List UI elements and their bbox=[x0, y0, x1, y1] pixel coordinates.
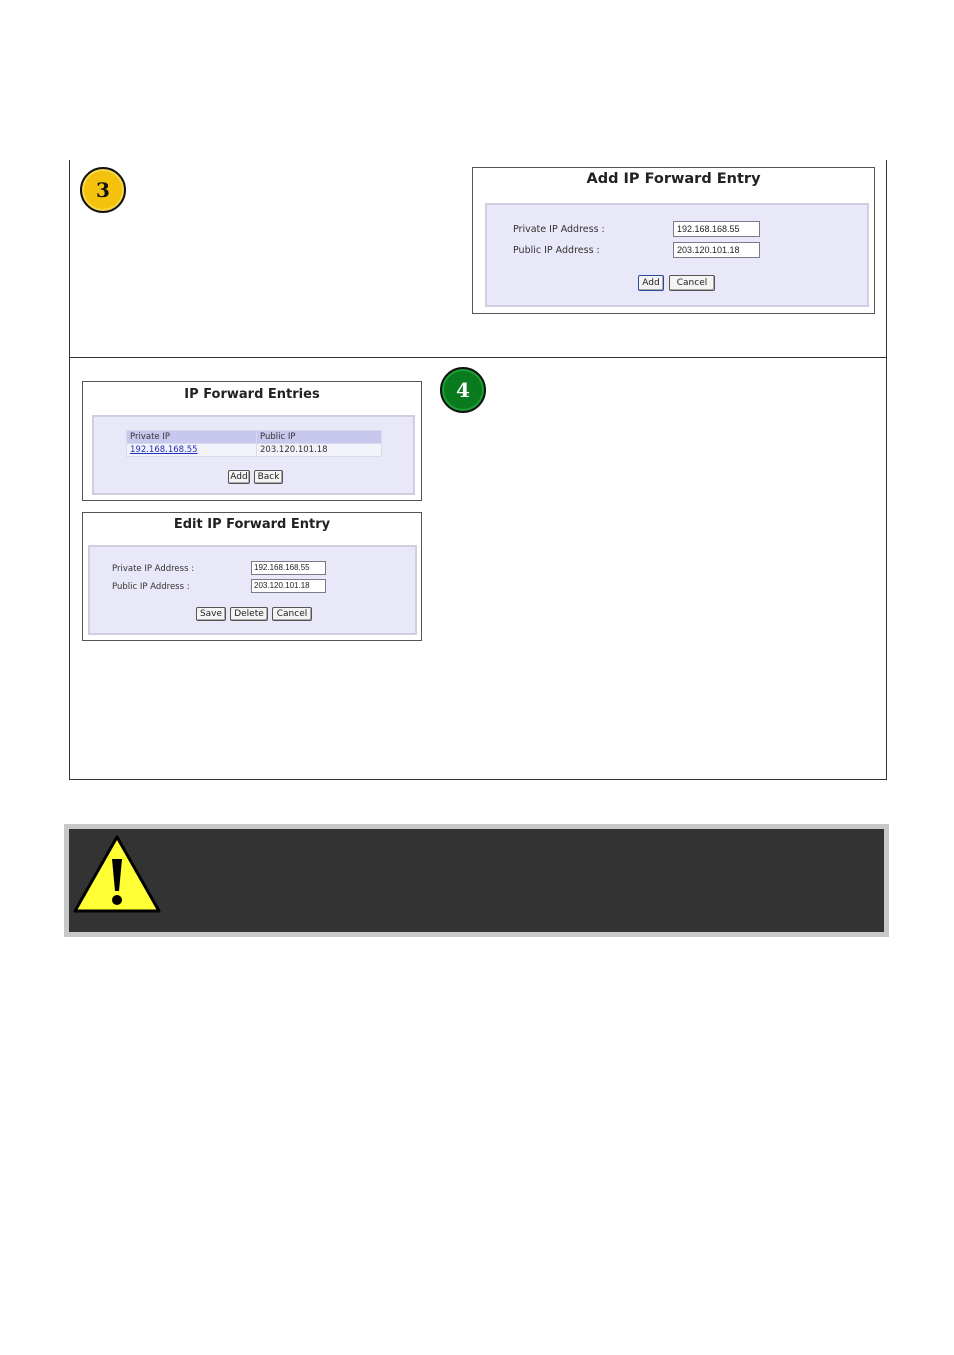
entries-table bbox=[126, 430, 382, 457]
entries-back-button[interactable]: Back bbox=[254, 470, 283, 484]
edit-public-ip-input[interactable]: 203.120.101.18 bbox=[251, 579, 326, 593]
entries-table-header bbox=[127, 431, 382, 444]
add-private-ip-input[interactable]: 192.168.168.55 bbox=[673, 221, 760, 237]
edit-public-ip-label: Public IP Address : bbox=[112, 582, 190, 592]
add-panel-body bbox=[485, 203, 869, 307]
add-private-ip-label: Private IP Address : bbox=[513, 224, 605, 235]
entries-panel-title: IP Forward Entries bbox=[184, 387, 320, 402]
add-ip-forward-panel bbox=[472, 167, 875, 314]
entries-add-button[interactable]: Add bbox=[228, 470, 250, 484]
edit-save-button[interactable]: Save bbox=[196, 607, 226, 621]
edit-panel-title: Edit IP Forward Entry bbox=[173, 517, 331, 532]
steps-divider bbox=[69, 357, 887, 358]
add-public-ip-input[interactable]: 203.120.101.18 bbox=[673, 242, 760, 258]
ip-forward-entries-panel bbox=[82, 381, 422, 501]
entries-panel-body bbox=[92, 415, 415, 495]
edit-cancel-button[interactable]: Cancel bbox=[272, 607, 312, 621]
step-3-badge: 3 bbox=[80, 167, 126, 213]
edit-private-ip-input[interactable]: 192.168.168.55 bbox=[251, 561, 326, 575]
col-private-ip: Private IP bbox=[127, 431, 257, 444]
row-private-ip-cell bbox=[127, 444, 257, 457]
edit-ip-forward-panel bbox=[82, 512, 422, 641]
add-button[interactable]: Add bbox=[638, 275, 664, 291]
edit-panel-body bbox=[88, 545, 417, 635]
col-public-ip: Public IP bbox=[257, 431, 382, 444]
edit-private-ip-label: Private IP Address : bbox=[112, 564, 195, 574]
private-ip-link[interactable]: 192.168.168.55 bbox=[130, 445, 198, 455]
warning-triangle-icon bbox=[71, 833, 163, 915]
warning-bar bbox=[69, 829, 884, 932]
add-panel-title: Add IP Forward Entry bbox=[586, 171, 761, 187]
row-public-ip-cell: 203.120.101.18 bbox=[257, 444, 382, 457]
step-4-badge: 4 bbox=[440, 367, 486, 413]
edit-delete-button[interactable]: Delete bbox=[230, 607, 268, 621]
add-public-ip-label: Public IP Address : bbox=[513, 245, 600, 256]
table-row bbox=[127, 444, 382, 457]
add-cancel-button[interactable]: Cancel bbox=[669, 275, 715, 291]
